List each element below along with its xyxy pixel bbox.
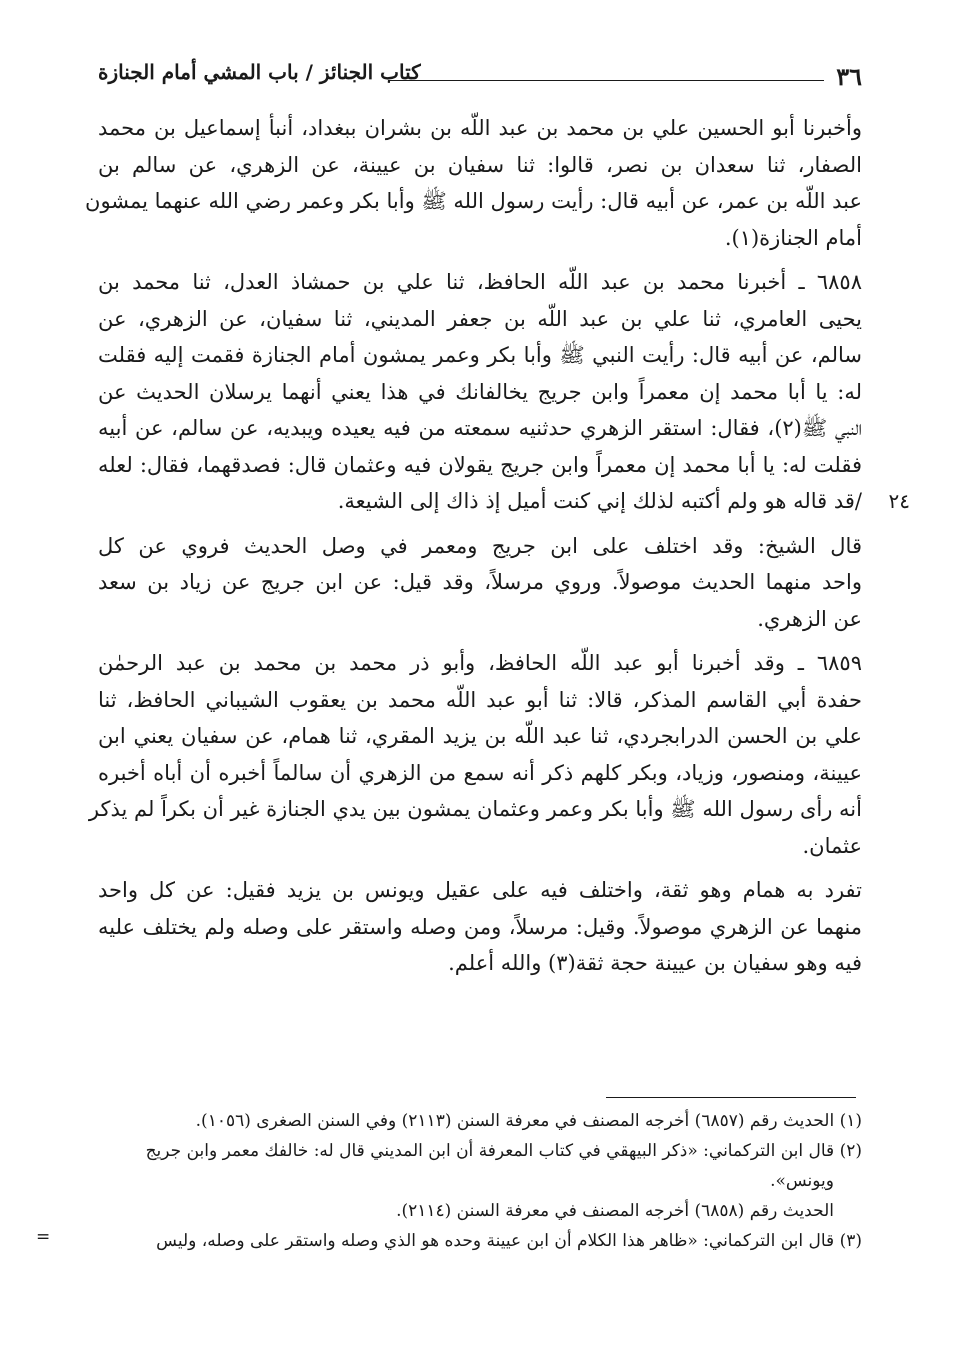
main-text bbox=[85, 110, 910, 990]
text-line: ٦٨٥٩ ـ وقد أخبرنا أبو عبد اللّه الحافظ، وأبو ذر محمد بن محمد بن عبد الرحمٰن bbox=[98, 651, 862, 675]
text-line: تفرد به همام وهو ثقة، واختلف فيه على عقيل ويونس بن يزيد فقيل: عن كل واحد bbox=[98, 878, 862, 902]
footnote-1: (١) الحديث رقم (٦٨٥٧) أخرجه المصنف في معرفة السنن (٢١١٣) وفي السنن الصغرى (١٠٥٦). bbox=[195, 1111, 862, 1131]
text-line: قال الشيخ: وقد اختلف على ابن جريج ومعمر في وصل الحديث فروي عن كل bbox=[98, 533, 862, 558]
paragraph-conclusion bbox=[98, 872, 862, 982]
text-line: وأخبرنا أبو الحسين علي بن محمد بن عبد اللّه بن بشران ببغداد، أنبأ إسماعيل بن محمد bbox=[98, 116, 862, 140]
text-line-content: /قد قاله هو ولم أكتبه لذلك إني كنت أميل إذ ذاك إلى الشيعة. bbox=[337, 489, 862, 513]
text-line: منهما عن الزهري موصولاً. وقيل: مرسلاً، ومن وصله واستقر على وصله ولم يختلف عليه bbox=[98, 914, 862, 939]
footnote-2-continuation: ويونس». bbox=[770, 1171, 834, 1191]
footnote-3 bbox=[36, 1226, 862, 1256]
text-line: أنه رأى رسول الله ﷺ وأبا بكر وعمر وعثمان يمشون بين يدي الجنازة غير أن بكراً لم يذكر bbox=[88, 797, 862, 821]
footnote-3-text: (٣) قال ابن التركماني: «ظاهر هذا الكلام أن ابن عيينة وحده هو الذي وصله واستقر على وصله، وليس bbox=[156, 1231, 862, 1251]
text-line: أمام الجنازة(١). bbox=[724, 225, 862, 250]
text-line-with-margin-number bbox=[98, 483, 910, 520]
footnotes bbox=[36, 1106, 862, 1256]
running-title: كتاب الجنائز / باب المشي أمام الجنازة bbox=[98, 60, 421, 84]
text-line: علي بن الحسن الدرابجردي، ثنا عبد اللّه بن يزيد المقري، ثنا همام، عن سفيان يعني ابن bbox=[98, 724, 862, 748]
text-line: الصفار، ثنا سعدان بن نصر، قالوا: ثنا سفيان بن عيينة، عن الزهري، عن سالم بن bbox=[98, 152, 862, 177]
text-line: عيينة، ومنصور، وزياد، وبكر كلهم ذكر أنه سمع من الزهري أن سالماً أخبره أن أباه أخبره bbox=[98, 760, 862, 785]
text-line: عبد اللّه بن عمر، عن أبيه قال: رأيت رسول الله ﷺ وأبا بكر وعمر رضي الله عنهما يمشون bbox=[85, 189, 862, 213]
text-line: فيه وهو سفيان بن عيينة حجة ثقة(٣) والله أعلم. bbox=[448, 951, 862, 975]
paragraph-1 bbox=[85, 110, 862, 256]
text-line: له: يا أبا محمد إن معمراً وابن جريج يخالفانك في هذا يعني أنهما يرسلان الحديث عن bbox=[98, 379, 862, 404]
text-line: واحد منهما الحديث موصولاً. وروي مرسلاً، وقد قيل: عن ابن جريج عن زياد بن سعد bbox=[98, 570, 862, 594]
text-line: عثمان. bbox=[802, 833, 862, 858]
text-line: سالم، عن أبيه قال: رأيت النبي ﷺ وأبا بكر وعمر يمشون أمام الجنازة فقمت إليه فقلت bbox=[98, 343, 862, 367]
text-line: ٦٨٥٨ ـ أخبرنا محمد بن عبد اللّه الحافظ، ثنا علي بن حمشاذ العدل، ثنا محمد بن bbox=[98, 270, 862, 294]
text-line: عن الزهري. bbox=[757, 606, 862, 631]
header-rule bbox=[388, 80, 824, 81]
footnote-2: (٢) قال ابن التركماني: «ذكر البيهقي في كتاب المعرفة أن ابن المديني قال له: خالفك معمر وابن جريج bbox=[145, 1141, 862, 1161]
margin-folio-number: ٢٤ bbox=[888, 489, 910, 513]
footnote-2-reference: الحديث رقم (٦٨٥٨) أخرجه المصنف في معرفة السنن (٢١١٤). bbox=[396, 1201, 834, 1221]
text-line: النبي ﷺ(٢)، فقال: استقر الزهري حدثنيه سمعته من فيه يعيده ويبديه، عن سالم، عن أبيه bbox=[98, 416, 862, 440]
paragraph-sheikh-comment bbox=[98, 528, 862, 638]
page-number: ٣٦ bbox=[836, 62, 862, 91]
paragraph-hadith-6858 bbox=[98, 264, 910, 520]
text-line: يحيى العامري، ثنا علي بن عبد اللّه بن جعفر المديني، ثنا سفيان، عن الزهري، عن bbox=[98, 306, 862, 331]
paragraph-hadith-6859 bbox=[88, 645, 862, 864]
page-header bbox=[98, 58, 862, 94]
footnote-separator bbox=[606, 1097, 856, 1098]
text-line: حفدة أبي القاسم المذكر، قالا: ثنا أبو عبد اللّه محمد بن يعقوب الشيباني الحافظ، ثنا bbox=[98, 687, 862, 712]
continuation-mark: = bbox=[36, 1227, 51, 1247]
text-line: فقلت له: يا أبا محمد إن معمراً وابن جريج يقولان فيه وعثمان قال: فصدقهما، فقال: لعله bbox=[98, 452, 862, 477]
